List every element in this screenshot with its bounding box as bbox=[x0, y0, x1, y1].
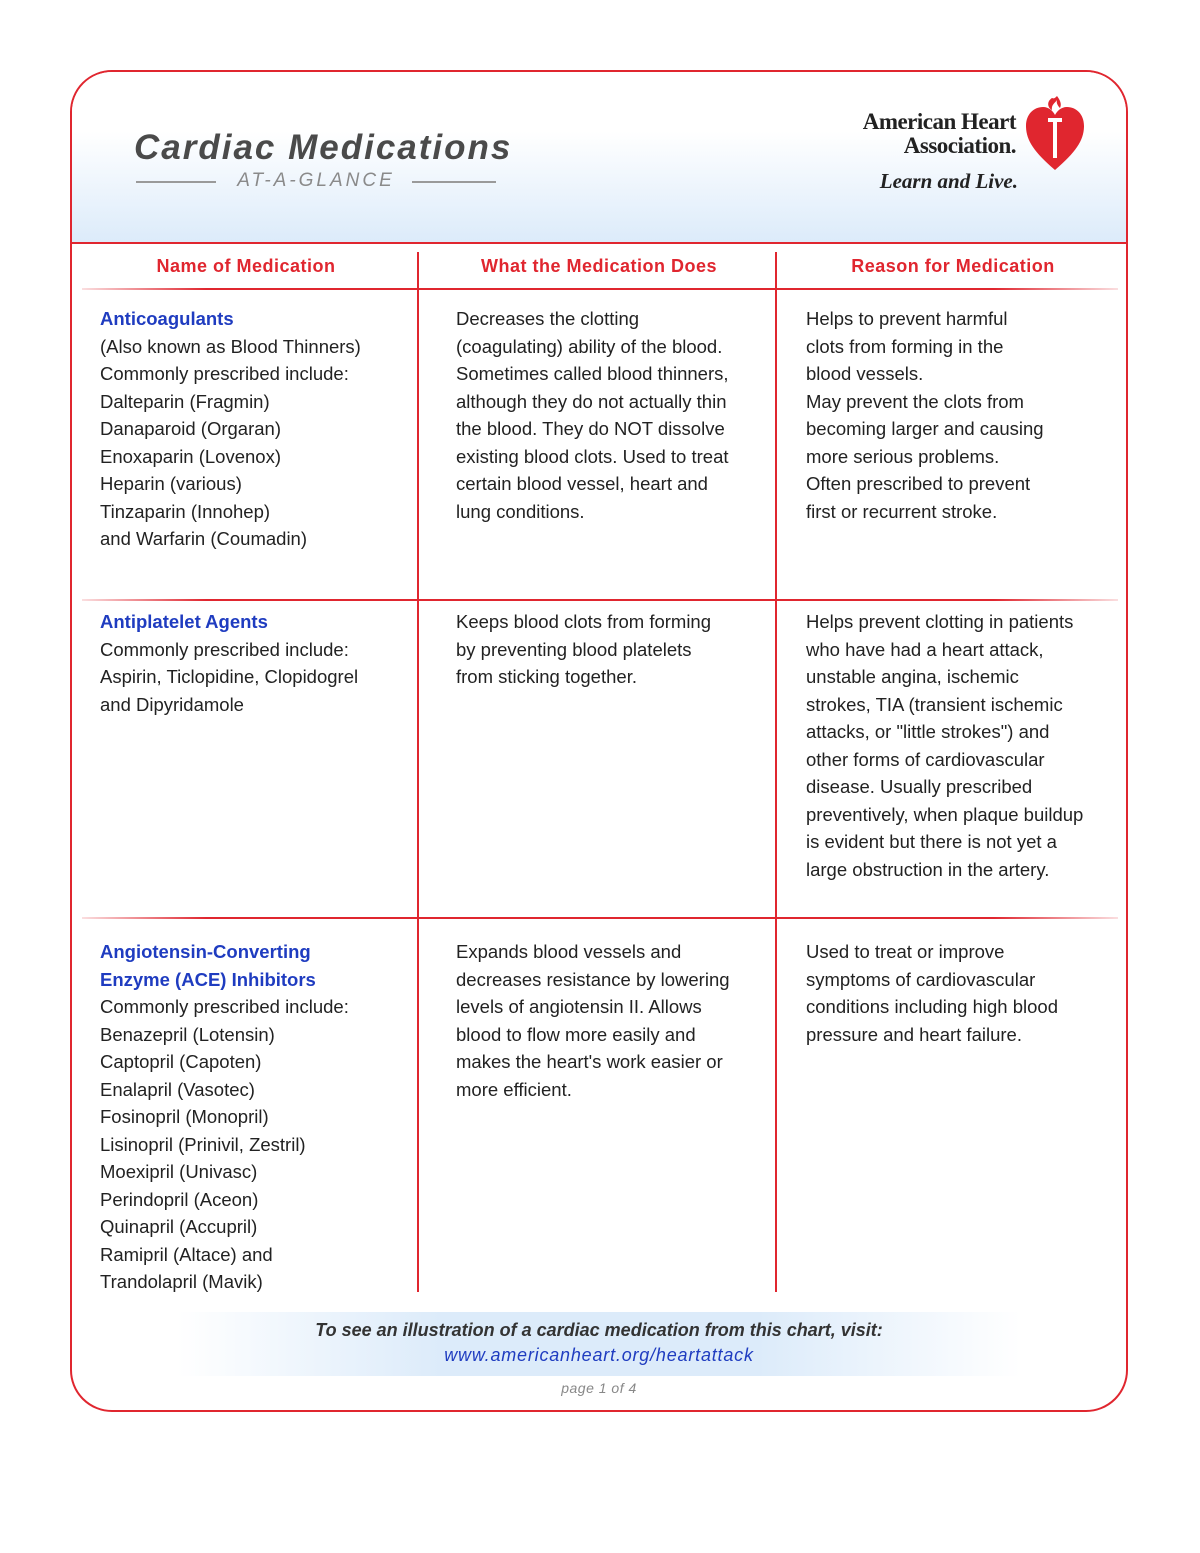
page-frame bbox=[70, 70, 1128, 1412]
footer-banner bbox=[72, 1312, 1126, 1376]
page-title: Cardiac Medications bbox=[134, 128, 513, 167]
column-header-name: Name of Medication bbox=[156, 256, 336, 276]
row-2-reason-cell: Helps prevent clotting in patients who have had a heart attack, unstable angina, ischemic strokes, TIA (transient ischemic attacks, or "little strokes") and other forms of cardiovascular disease. Usually prescribed preventively, when plaque buildup is evident but there is not yet a large obstruction in the artery. bbox=[806, 611, 1084, 880]
page-header bbox=[72, 72, 1126, 244]
row-1-name-cell: Anticoagulants (Also known as Blood Thinners) Commonly prescribed include: Dalteparin (Fragmin) Danaparoid (Orgaran) Enoxaparin (Lovenox) Heparin (various) Tinzaparin (Innohep) and Warfarin (Coumadin) bbox=[100, 305, 361, 553]
row-3-name-cell: Angiotensin-Converting Enzyme (ACE) Inhibitors Commonly prescribed include: Benazepril (Lotensin) Captopril (Capoten) Enalapril (Vasotec) Fosinopril (Monopril) Lisinopril (Prinivil, Zestril) Moexipril (Univasc) Perindopril (Aceon) Quinapril (Accupril) Ramipril (Altace) and Trandolapril (Mavik) bbox=[100, 938, 349, 1296]
page-subtitle: AT-A-GLANCE bbox=[237, 170, 395, 191]
heart-torch-icon bbox=[1024, 94, 1086, 174]
logo-name: American Heart Association. bbox=[862, 109, 1016, 158]
medication-heading: Enzyme (ACE) Inhibitors bbox=[100, 968, 316, 990]
row-3-does-cell: Expands blood vessels and decreases resistance by lowering levels of angiotensin II. Allows blood to flow more easily and makes the heart's work easier or more efficient. bbox=[456, 941, 730, 1100]
table-rule bbox=[82, 917, 1118, 919]
table-rule bbox=[82, 599, 1118, 601]
medication-heading: Antiplatelet Agents bbox=[100, 611, 268, 632]
column-divider bbox=[417, 252, 419, 1292]
aha-logo bbox=[846, 94, 1086, 204]
column-divider bbox=[775, 252, 777, 1292]
row-2-does-cell: Keeps blood clots from forming by preventing blood platelets from sticking together. bbox=[456, 611, 712, 687]
subtitle-block bbox=[136, 170, 496, 194]
row-1-reason-cell: Helps to prevent harmful clots from forming in the blood vessels. May prevent the clots from becoming larger and causing more serious problems. Often prescribed to prevent first or recurrent stroke. bbox=[806, 308, 1044, 522]
page-number: page 1 of 4 bbox=[561, 1380, 637, 1396]
footer-link[interactable]: www.americanheart.org/heartattack bbox=[444, 1345, 754, 1365]
row-3-reason-cell: Used to treat or improve symptoms of cardiovascular conditions including high blood pressure and heart failure. bbox=[806, 941, 1058, 1045]
table-header bbox=[72, 244, 1126, 292]
footer-text: To see an illustration of a cardiac medication from this chart, visit: bbox=[315, 1320, 883, 1340]
row-2-name-cell: Antiplatelet Agents Commonly prescribed include: Aspirin, Ticlopidine, Clopidogrel and Dipyridamole bbox=[100, 608, 358, 718]
column-header-does: What the Medication Does bbox=[480, 256, 717, 276]
medication-heading: Anticoagulants bbox=[100, 308, 234, 329]
row-1-does-cell: Decreases the clotting (coagulating) ability of the blood. Sometimes called blood thinners, although they do not actually thin the blood. They do NOT dissolve existing blood clots. Used to treat certain blood vessel, heart and lung conditions. bbox=[456, 308, 729, 522]
medication-heading: Angiotensin-Converting bbox=[100, 941, 311, 962]
column-header-reason: Reason for Medication bbox=[851, 256, 1055, 276]
logo-tagline: Learn and Live. bbox=[879, 169, 1018, 193]
table-rule bbox=[82, 288, 1118, 290]
